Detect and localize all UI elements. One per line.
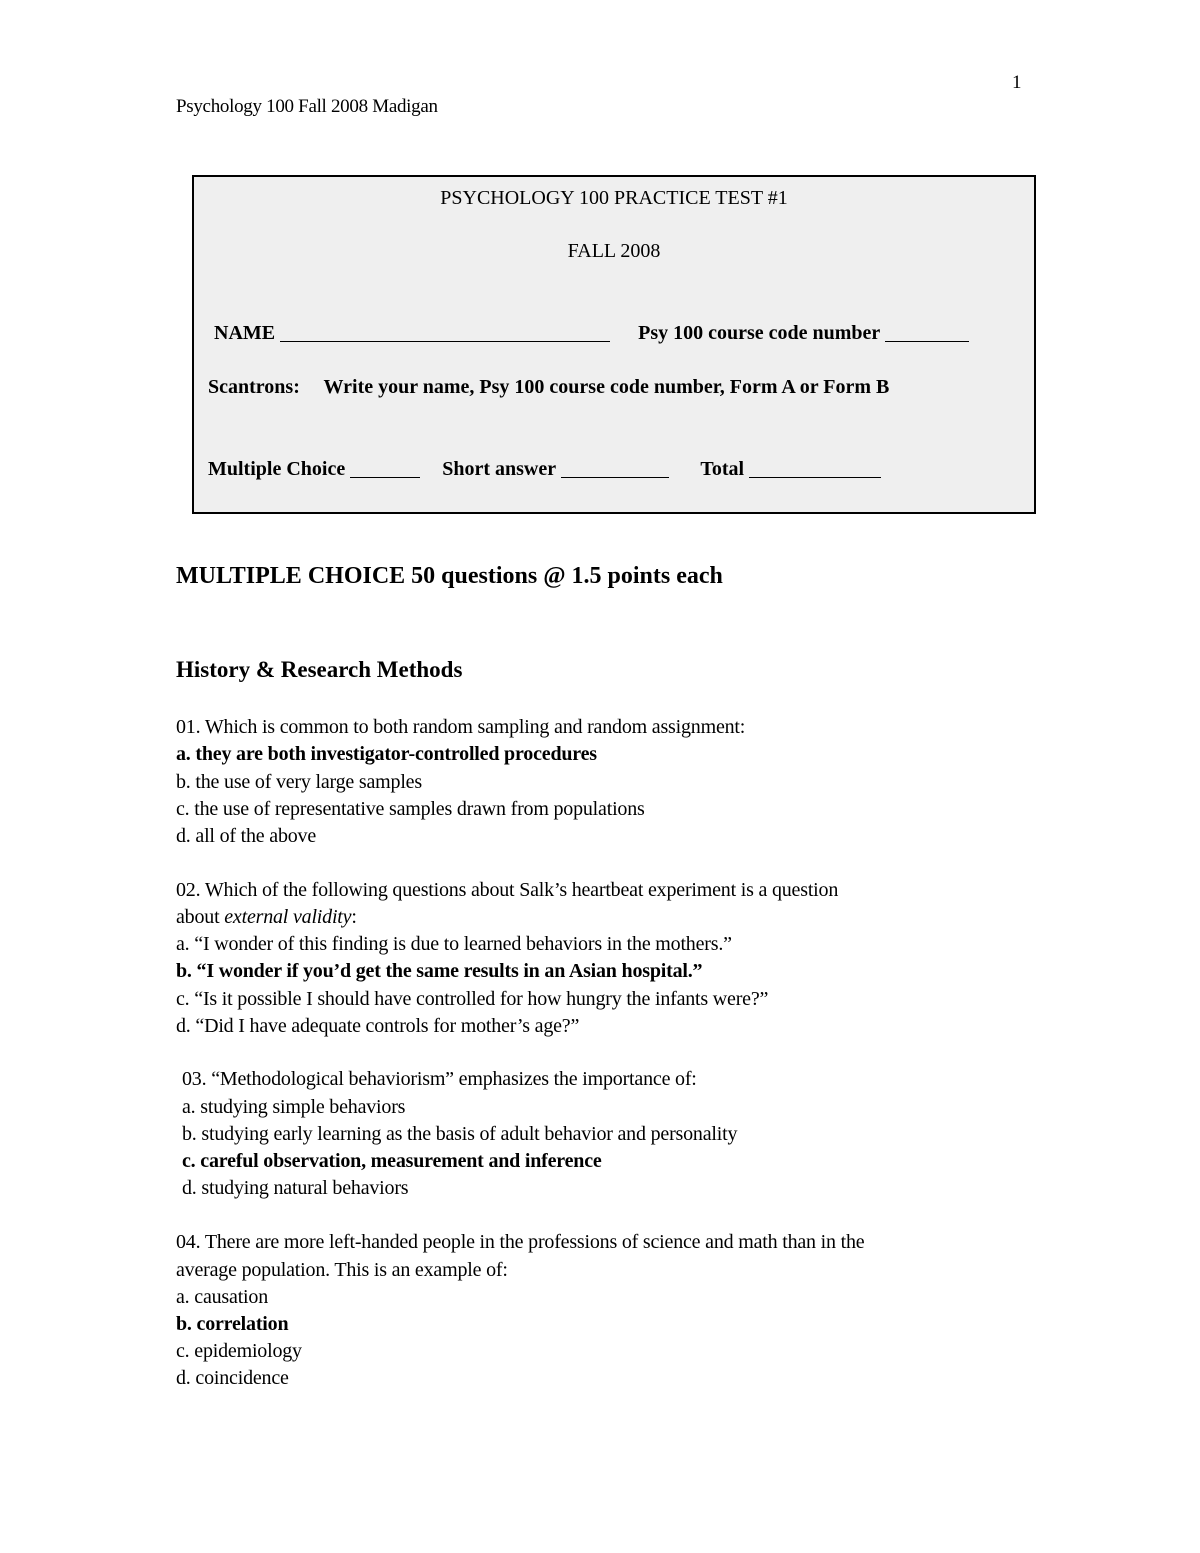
total-blank[interactable] (749, 476, 881, 478)
mc-score-label: Multiple Choice (208, 458, 346, 480)
question-02-option-c: c. “Is it possible I should have controlled for how hungry the infants were?” (176, 988, 769, 1010)
question-04-option-a: a. causation (176, 1286, 269, 1308)
question-01-stem: 01. Which is common to both random sampling and random assignment: (176, 716, 746, 738)
question-01-option-a: a. they are both investigator-controlled procedures (176, 743, 597, 765)
question-04-stem-line2: average population. This is an example of: (176, 1259, 508, 1281)
question-03-option-d: d. studying natural behaviors (182, 1177, 409, 1199)
question-03-option-a: a. studying simple behaviors (182, 1096, 406, 1118)
question-01-option-d: d. all of the above (176, 825, 317, 847)
name-blank[interactable] (280, 340, 610, 342)
question-01-option-b: b. the use of very large samples (176, 771, 422, 793)
test-term: FALL 2008 (567, 240, 661, 262)
question-04-stem-line1: 04. There are more left-handed people in the professions of science and math than in the (176, 1231, 865, 1253)
question-04-option-b: b. correlation (176, 1313, 289, 1335)
external-validity-term: external validity (224, 906, 352, 928)
question-02-option-b: b. “I wonder if you’d get the same results in an Asian hospital.” (176, 960, 703, 982)
multiple-choice-heading: MULTIPLE CHOICE 50 questions @ 1.5 points each (176, 563, 723, 589)
question-04-option-c: c. epidemiology (176, 1340, 302, 1362)
mc-score-blank[interactable] (350, 476, 420, 478)
question-04-option-d: d. coincidence (176, 1367, 289, 1389)
test-info-box (192, 175, 1036, 514)
question-03-option-b: b. studying early learning as the basis of adult behavior and personality (182, 1123, 738, 1145)
name-label: NAME (214, 322, 276, 344)
question-02-option-a: a. “I wonder of this finding is due to learned behaviors in the mothers.” (176, 933, 732, 955)
page-number: 1 (1012, 72, 1022, 93)
course-code-label: Psy 100 course code number (638, 322, 880, 344)
question-02-stem-line1: 02. Which of the following questions about Salk’s heartbeat experiment is a question (176, 879, 839, 901)
course-code-blank[interactable] (885, 340, 969, 342)
test-title: PSYCHOLOGY 100 PRACTICE TEST #1 (440, 187, 788, 209)
short-answer-label: Short answer (442, 458, 556, 480)
scantron-label: Scantrons: (208, 376, 300, 398)
name-row (214, 322, 969, 345)
question-03-option-c: c. careful observation, measurement and inference (182, 1150, 602, 1172)
question-02-option-d: d. “Did I have adequate controls for mother’s age?” (176, 1015, 580, 1037)
section-heading: History & Research Methods (176, 657, 463, 682)
running-header: Psychology 100 Fall 2008 Madigan (176, 96, 438, 117)
short-answer-blank[interactable] (561, 476, 669, 478)
scantron-instructions: Write your name, Psy 100 course code number, Form A or Form B (323, 376, 890, 398)
total-label: Total (700, 458, 745, 480)
scantron-row (208, 376, 889, 399)
score-row (208, 458, 881, 481)
question-01-option-c: c. the use of representative samples drawn from populations (176, 798, 645, 820)
question-02-stem-line2: about external validity: (176, 906, 357, 928)
question-03-stem: 03. “Methodological behaviorism” emphasizes the importance of: (182, 1068, 697, 1090)
